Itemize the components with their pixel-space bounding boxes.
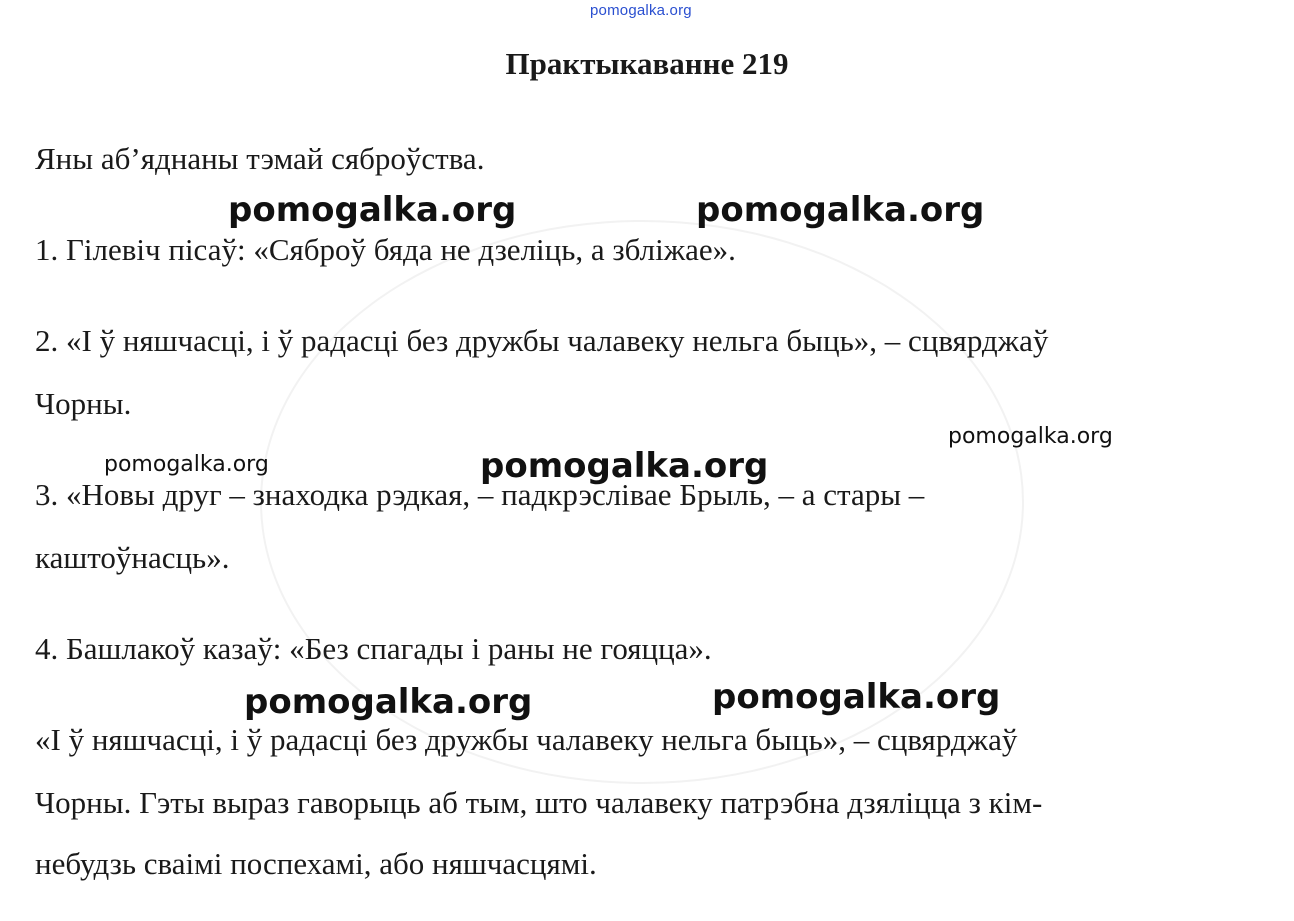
- explanation-line-1: «І ў няшчасці, і ў радасці без дружбы чалавеку нельга быць», – сцвярджаў: [35, 722, 1018, 757]
- watermark: pomogalka.org: [712, 677, 1001, 717]
- list-item-2-continued: Чорны.: [35, 386, 132, 421]
- list-item-1: 1. Гілевіч пісаў: «Сяброў бяда не дзеліць, а збліжае».: [35, 232, 736, 267]
- watermark: pomogalka.org: [696, 190, 985, 230]
- watermark: pomogalka.org: [480, 446, 769, 486]
- explanation-line-2: Чорны. Гэты выраз гаворыць аб тым, што чалавеку патрэбна дзяліцца з кім-: [35, 785, 1043, 820]
- list-item-2: 2. «І ў няшчасці, і ў радасці без дружбы чалавеку нельга быць», – сцвярджаў: [35, 323, 1049, 358]
- intro-text: Яны аб’яднаны тэмай сяброўства.: [35, 141, 485, 176]
- list-item-3-continued: каштоўнасць».: [35, 540, 230, 575]
- watermark: pomogalka.org: [948, 424, 1113, 449]
- watermark: pomogalka.org: [244, 682, 533, 722]
- site-link[interactable]: pomogalka.org: [590, 2, 692, 19]
- page-title: Практыкаванне 219: [505, 46, 789, 81]
- list-item-4: 4. Башлакоў казаў: «Без спагады і раны не гояцца».: [35, 631, 712, 666]
- list-item-3: 3. «Новы друг – знаходка рэдкая, – падкрэслівае Брыль, – а стары –: [35, 477, 925, 512]
- explanation-line-3: небудзь сваімі поспехамі, або няшчасцямі.: [35, 846, 597, 881]
- watermark: pomogalka.org: [228, 190, 517, 230]
- watermark: pomogalka.org: [104, 452, 269, 477]
